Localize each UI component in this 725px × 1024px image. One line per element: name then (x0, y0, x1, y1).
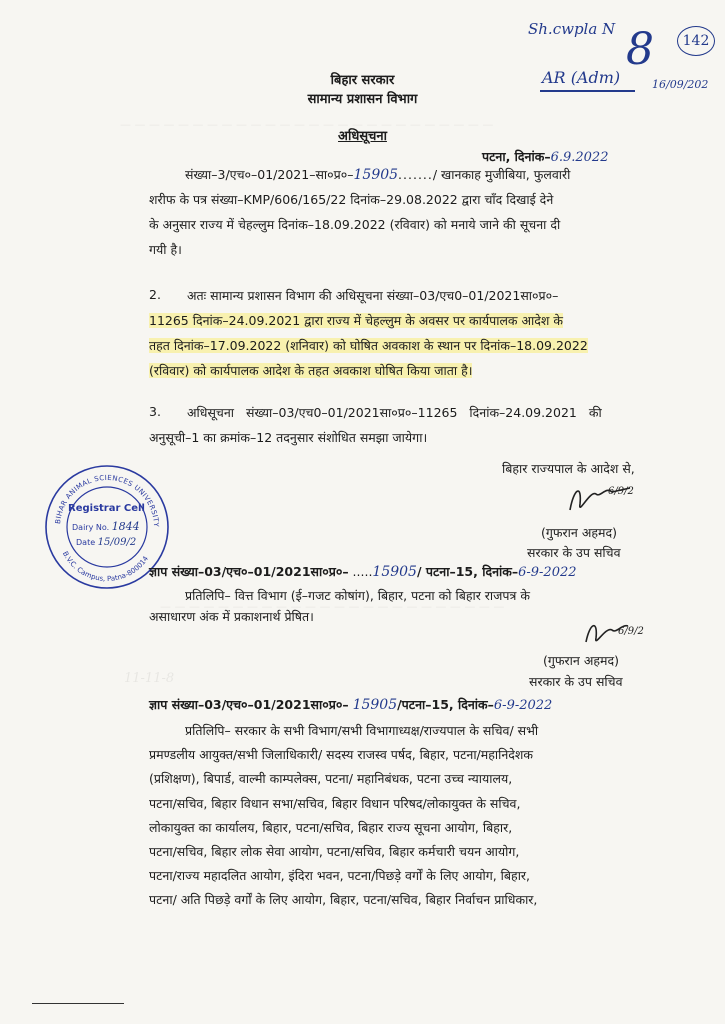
handwritten-big-digit: 8 (626, 24, 654, 75)
memo1-header: ज्ञाप संख्या–03/एच०–01/2021सा०प्र०– .....15905/ पटना–15, दिनांक–6-9-2022 (149, 564, 577, 580)
notification-number-line: संख्या–3/एच०–01/2021–सा०प्र०–15905......./ खानकाह मुजीबिया, फुलवारी (185, 167, 571, 183)
memo1-number: 15905 (372, 564, 417, 580)
stamp-inner-title: Registrar Cell (68, 503, 145, 514)
stamp-date-value: 15/09/2 (97, 537, 137, 548)
para1-line-3: गयी है। (149, 242, 182, 257)
memo2-line-8: पटना/ अति पिछड़े वर्गों के लिए आयोग, बिहार, पटना/सचिव, बिहार निर्वाचन प्राधिकार, (149, 892, 538, 907)
memo2-number: 15905 (352, 697, 398, 713)
memo1-prefix: ज्ञाप संख्या–03/एच०–01/2021सा०प्र०– (149, 564, 349, 579)
memo1-line-2: असाधारण अंक में प्रकाशनार्थ प्रेषित। (149, 609, 314, 624)
memo2-header (149, 696, 552, 713)
para3-line-1: अधिसूचना संख्या–03/एच0–01/2021सा०प्र०–11265 दिनांक–24.09.2021 की (187, 405, 602, 420)
stamp-diary-label: Dairy No. (72, 523, 110, 532)
memo2-line-5: लोकायुक्त का कार्यालय, बिहार, पटना/सचिव, बिहार राज्य सूचना आयोग, बिहार, (149, 820, 513, 835)
memo2-place-date: /पटना–15, दिनांक– (397, 697, 494, 712)
stamp-date-row (76, 537, 136, 548)
signature-2-date: 6/9/2 (618, 626, 644, 637)
handwritten-ar-adm: AR (Adm) (542, 68, 621, 87)
memo2-line-4: पटना/सचिव, बिहार विधान सभा/सचिव, बिहार विधान परिषद/लोकायुक्त के सचिव, (149, 796, 521, 811)
notification-date (482, 148, 608, 165)
stamp-bottom-text: B.V.C. Campus, Patna-800014 (60, 550, 151, 584)
signatory-name-2: (गुफरान अहमद) (543, 653, 619, 668)
para1-rest: / खानकाह मुजीबिया, फुलवारी (432, 167, 571, 182)
memo2-line-3: (प्रशिक्षण), बिपार्ड, वाल्मी काम्पलेक्स, पटना/ महानिबंधक, पटना उच्च न्यायालय, (149, 771, 513, 786)
handwritten-top-note: Sh.cwpla N (528, 20, 616, 38)
memo1-place-date: / पटना–15, दिनांक– (416, 564, 519, 579)
para3-number: 3. (149, 404, 161, 419)
memo2-prefix: ज्ञाप संख्या–03/एच०–01/2021सा०प्र०– (149, 697, 349, 712)
footer-rule (32, 1003, 124, 1004)
bleed-through-text-2: — — — — — — — — — — — — — — — — — — — — — — — — (160, 600, 505, 613)
memo2-line-7: पटना/राज्य महादलित आयोग, इंदिरा भवन, पटना/पिछड़े वर्गों के लिए आयोग, बिहार, (149, 868, 531, 883)
faint-margin-note: 11-11-8 (124, 671, 175, 686)
department-name: सामान्य प्रशासन विभाग (307, 92, 418, 107)
memo2-line-6: पटना/सचिव, बिहार लोक सेवा आयोग, पटना/सचिव, बिहार कर्मचारी चयन आयोग, (149, 844, 520, 859)
para2-line-4: (रविवार) को कार्यपालक आदेश के तहत अवकाश घोषित किया जाता है। (149, 363, 473, 378)
stamp-diary-row (72, 520, 140, 533)
notification-number-prefix: संख्या–3/एच०–01/2021–सा०प्र०– (185, 167, 354, 182)
memo1-date: 6-9-2022 (518, 565, 577, 580)
memo1-line-1: प्रतिलिपि– वित्त विभाग (ई–गजट कोषांग), बिहार, पटना को बिहार राजपत्र के (185, 588, 530, 603)
bleed-through-text: — — — — — — — — — — — — — — — — — — — — — — — — — — (120, 118, 494, 131)
para1-line-1: शरीफ के पत्र संख्या–KMP/606/165/22 दिनांक–29.08.2022 द्वारा चाँद दिखाई देने (149, 192, 554, 207)
para1-line-2: के अनुसार राज्य में चेहल्लुम दिनांक–18.09.2022 (रविवार) को मनाये जाने की सूचना दी (149, 217, 561, 232)
handwritten-date: 6.9.2022 (550, 150, 609, 165)
stamp-diary-number: 1844 (111, 520, 140, 533)
memo2-line-2: प्रमण्डलीय आयुक्त/सभी जिलाधिकारी/ सदस्य राजस्व पर्षद, बिहार, पटना/महानिदेशक (149, 747, 534, 762)
place-date-label: पटना, दिनांक– (482, 149, 551, 164)
stamp-date-label: Date (76, 538, 96, 547)
para2-line-2: 11265 दिनांक–24.09.2021 द्वारा राज्य में चेहल्लुम के अवसर पर कार्यपालक आदेश के (149, 313, 563, 328)
document-title: अधिसूचना (338, 129, 387, 144)
signature-1-date: 6/9/2 (608, 486, 634, 497)
governor-order: बिहार राज्यपाल के आदेश से, (502, 461, 635, 476)
memo2-line-1: प्रतिलिपि– सरकार के सभी विभाग/सभी विभागाध्यक्ष/राज्यपाल के सचिव/ सभी (185, 723, 539, 738)
handwritten-top-date: 16/09/202 (652, 78, 709, 91)
para2-number: 2. (149, 287, 161, 302)
signatory-name-1: (गुफरान अहमद) (541, 525, 617, 540)
para2-line-1: अतः सामान्य प्रशासन विभाग की अधिसूचना संख्या–03/एच0–01/2021सा०प्र०– (187, 288, 559, 303)
government-name: बिहार सरकार (330, 73, 395, 88)
memo2-date: 6-9-2022 (493, 698, 553, 713)
para2-line-3: तहत दिनांक–17.09.2022 (शनिवार) को घोषित अवकाश के स्थान पर दिनांक–18.09.2022 (149, 338, 588, 353)
handwritten-circle-number: 142 (677, 26, 715, 56)
para3-line-2: अनुसूची–1 का क्रमांक–12 तदनुसार संशोधित समझा जायेगा। (149, 430, 428, 445)
signatory-designation-1: सरकार के उप सचिव (527, 545, 621, 560)
handwritten-number: 15905 (353, 167, 399, 183)
signatory-designation-2: सरकार के उप सचिव (529, 674, 623, 689)
stamp-outer-text: BIHAR ANIMAL SCIENCES UNIVERSITY (54, 473, 161, 528)
